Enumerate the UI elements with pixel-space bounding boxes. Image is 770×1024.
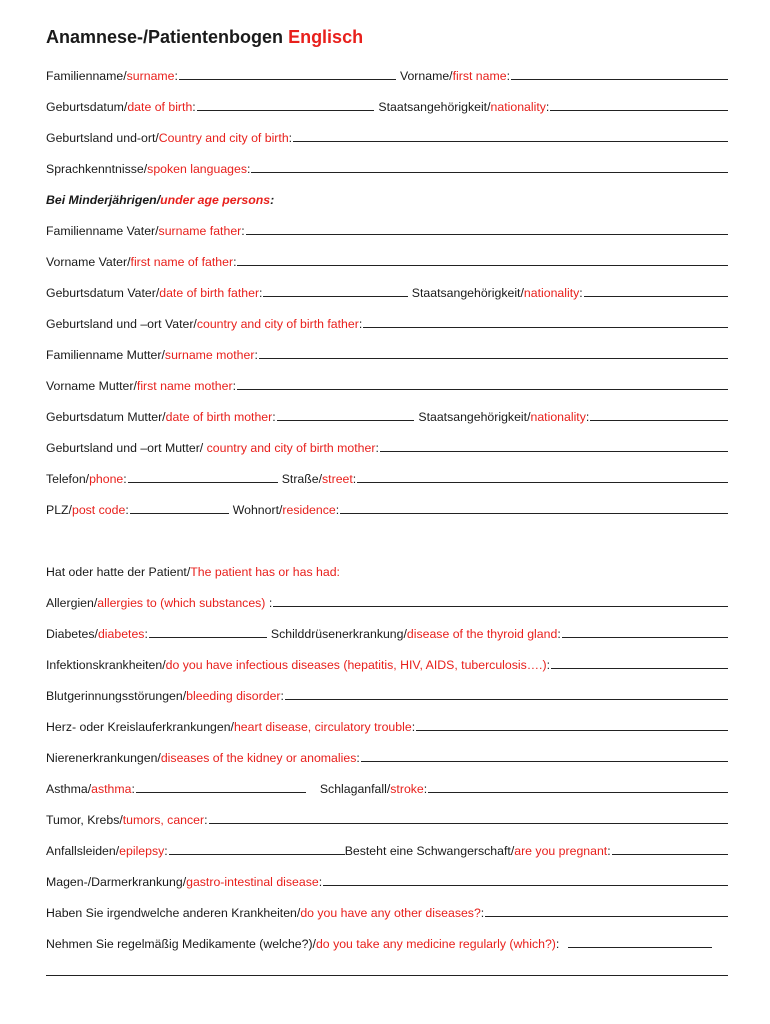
pregnant-field[interactable] <box>612 854 728 855</box>
dob-label: Geburtsdatum/date of birth: <box>46 100 196 114</box>
other-label: Haben Sie irgendwelche anderen Krankheiten/do you have any other diseases?: <box>46 906 485 920</box>
father-nationality-field[interactable] <box>584 296 728 297</box>
mother-birthplace-label: Geburtsland und –ort Mutter/ country and city of birth mother: <box>46 441 379 455</box>
father-first-field[interactable] <box>237 265 728 266</box>
gastro-field[interactable] <box>323 885 728 886</box>
medicine-label: Nehmen Sie regelmäßig Medikamente (welche?)/do you take any medicine regularly (which?): <box>46 937 560 951</box>
extra-line-field[interactable] <box>46 975 728 976</box>
father-surname-field[interactable] <box>246 234 728 235</box>
medicine-field[interactable] <box>568 947 712 948</box>
row-infectious <box>46 652 728 672</box>
surname-label: Familienname/surname: <box>46 69 178 83</box>
father-birthplace-label: Geburtsland und –ort Vater/country and city of birth father: <box>46 317 363 331</box>
residence-label: Wohnort/residence: <box>232 503 340 517</box>
first-name-label: Vorname/first name: <box>399 69 510 83</box>
nationality-field[interactable] <box>550 110 728 111</box>
heart-field[interactable] <box>416 730 728 731</box>
bleeding-field[interactable] <box>285 699 728 700</box>
row-tumor <box>46 807 728 827</box>
languages-field[interactable] <box>251 172 728 173</box>
title-german: Anamnese-/Patientenbogen <box>46 27 284 47</box>
row-allergies <box>46 590 728 610</box>
row-kidney <box>46 745 728 765</box>
street-field[interactable] <box>357 482 728 483</box>
mother-nationality-field[interactable] <box>590 420 728 421</box>
father-first-label: Vorname Vater/first name of father: <box>46 255 237 269</box>
row-name <box>46 63 728 83</box>
tumor-field[interactable] <box>209 823 728 824</box>
title-english: Englisch <box>288 27 364 47</box>
postcode-field[interactable] <box>130 513 229 514</box>
row-mother-first <box>46 373 728 393</box>
row-birthplace <box>46 125 728 145</box>
allergies-label: Allergien/allergies to (which substances) : <box>46 596 273 610</box>
history-heading: Hat oder hatte der Patient/The patient has or has had: <box>46 565 340 579</box>
mother-birthplace-field[interactable] <box>380 451 728 452</box>
infectious-label: Infektionskrankheiten/do you have infectious diseases (hepatitis, HIV, AIDS, tuberculosis….): <box>46 658 550 672</box>
row-father-birthplace <box>46 311 728 331</box>
thyroid-label: Schilddrüsenerkrankung/disease of the thyroid gland: <box>270 627 561 641</box>
nationality-label: Staatsangehörigkeit/nationality: <box>378 100 550 114</box>
street-label: Straße/street: <box>281 472 357 486</box>
row-mother-birthplace <box>46 435 728 455</box>
thyroid-field[interactable] <box>562 637 728 638</box>
diabetes-field[interactable] <box>149 637 267 638</box>
heart-label: Herz- oder Kreislauferkrankungen/heart disease, circulatory trouble: <box>46 720 416 734</box>
stroke-label: Schlaganfall/stroke: <box>319 782 428 796</box>
mother-surname-field[interactable] <box>259 358 728 359</box>
epilepsy-label: Anfallsleiden/epilepsy: <box>46 844 168 858</box>
father-dob-field[interactable] <box>263 296 407 297</box>
asthma-label: Asthma/asthma: <box>46 782 135 796</box>
father-surname-label: Familienname Vater/surname father: <box>46 224 245 238</box>
stroke-field[interactable] <box>428 792 728 793</box>
mother-surname-label: Familienname Mutter/surname mother: <box>46 348 258 362</box>
tumor-label: Tumor, Krebs/tumors, cancer: <box>46 813 208 827</box>
row-asthma <box>46 776 728 796</box>
mother-first-field[interactable] <box>237 389 728 390</box>
row-heart <box>46 714 728 734</box>
minors-heading: Bei Minderjährigen/under age persons: <box>46 193 275 207</box>
row-bleeding <box>46 683 728 703</box>
father-nationality-label: Staatsangehörigkeit/nationality: <box>411 286 583 300</box>
mother-dob-field[interactable] <box>277 420 415 421</box>
row-father-dob <box>46 280 728 300</box>
mother-nationality-label: Staatsangehörigkeit/nationality: <box>418 410 590 424</box>
row-father-first <box>46 249 728 269</box>
mother-first-label: Vorname Mutter/first name mother: <box>46 379 237 393</box>
first-name-field[interactable] <box>511 79 728 80</box>
row-mother-dob <box>46 404 728 424</box>
birthplace-field[interactable] <box>293 141 728 142</box>
form-title <box>46 27 363 48</box>
surname-field[interactable] <box>179 79 396 80</box>
birthplace-label: Geburtsland und-ort/Country and city of birth: <box>46 131 293 145</box>
row-dob <box>46 94 728 114</box>
row-phone <box>46 466 728 486</box>
row-father-surname <box>46 218 728 238</box>
row-diabetes <box>46 621 728 641</box>
residence-field[interactable] <box>340 513 728 514</box>
allergies-field[interactable] <box>273 606 728 607</box>
infectious-field[interactable] <box>551 668 728 669</box>
father-birthplace-field[interactable] <box>363 327 728 328</box>
pregnant-label: Besteht eine Schwangerschaft/are you pregnant: <box>344 844 611 858</box>
kidney-field[interactable] <box>361 761 728 762</box>
kidney-label: Nierenerkrankungen/diseases of the kidney or anomalies: <box>46 751 360 765</box>
other-field[interactable] <box>485 916 728 917</box>
row-languages <box>46 156 728 176</box>
row-medicine <box>46 931 728 951</box>
asthma-field[interactable] <box>136 792 306 793</box>
postcode-label: PLZ/post code: <box>46 503 129 517</box>
mother-dob-label: Geburtsdatum Mutter/date of birth mother: <box>46 410 276 424</box>
phone-label: Telefon/phone: <box>46 472 127 486</box>
row-gastro <box>46 869 728 889</box>
bleeding-label: Blutgerinnungsstörungen/bleeding disorder: <box>46 689 284 703</box>
dob-field[interactable] <box>197 110 375 111</box>
languages-label: Sprachkenntnisse/spoken languages: <box>46 162 251 176</box>
row-postcode <box>46 497 728 517</box>
row-mother-surname <box>46 342 728 362</box>
row-epilepsy <box>46 838 728 858</box>
gastro-label: Magen-/Darmerkrankung/gastro-intestinal disease: <box>46 875 323 889</box>
father-dob-label: Geburtsdatum Vater/date of birth father: <box>46 286 263 300</box>
epilepsy-field[interactable] <box>169 854 345 855</box>
row-other <box>46 900 728 920</box>
phone-field[interactable] <box>128 482 278 483</box>
diabetes-label: Diabetes/diabetes: <box>46 627 148 641</box>
